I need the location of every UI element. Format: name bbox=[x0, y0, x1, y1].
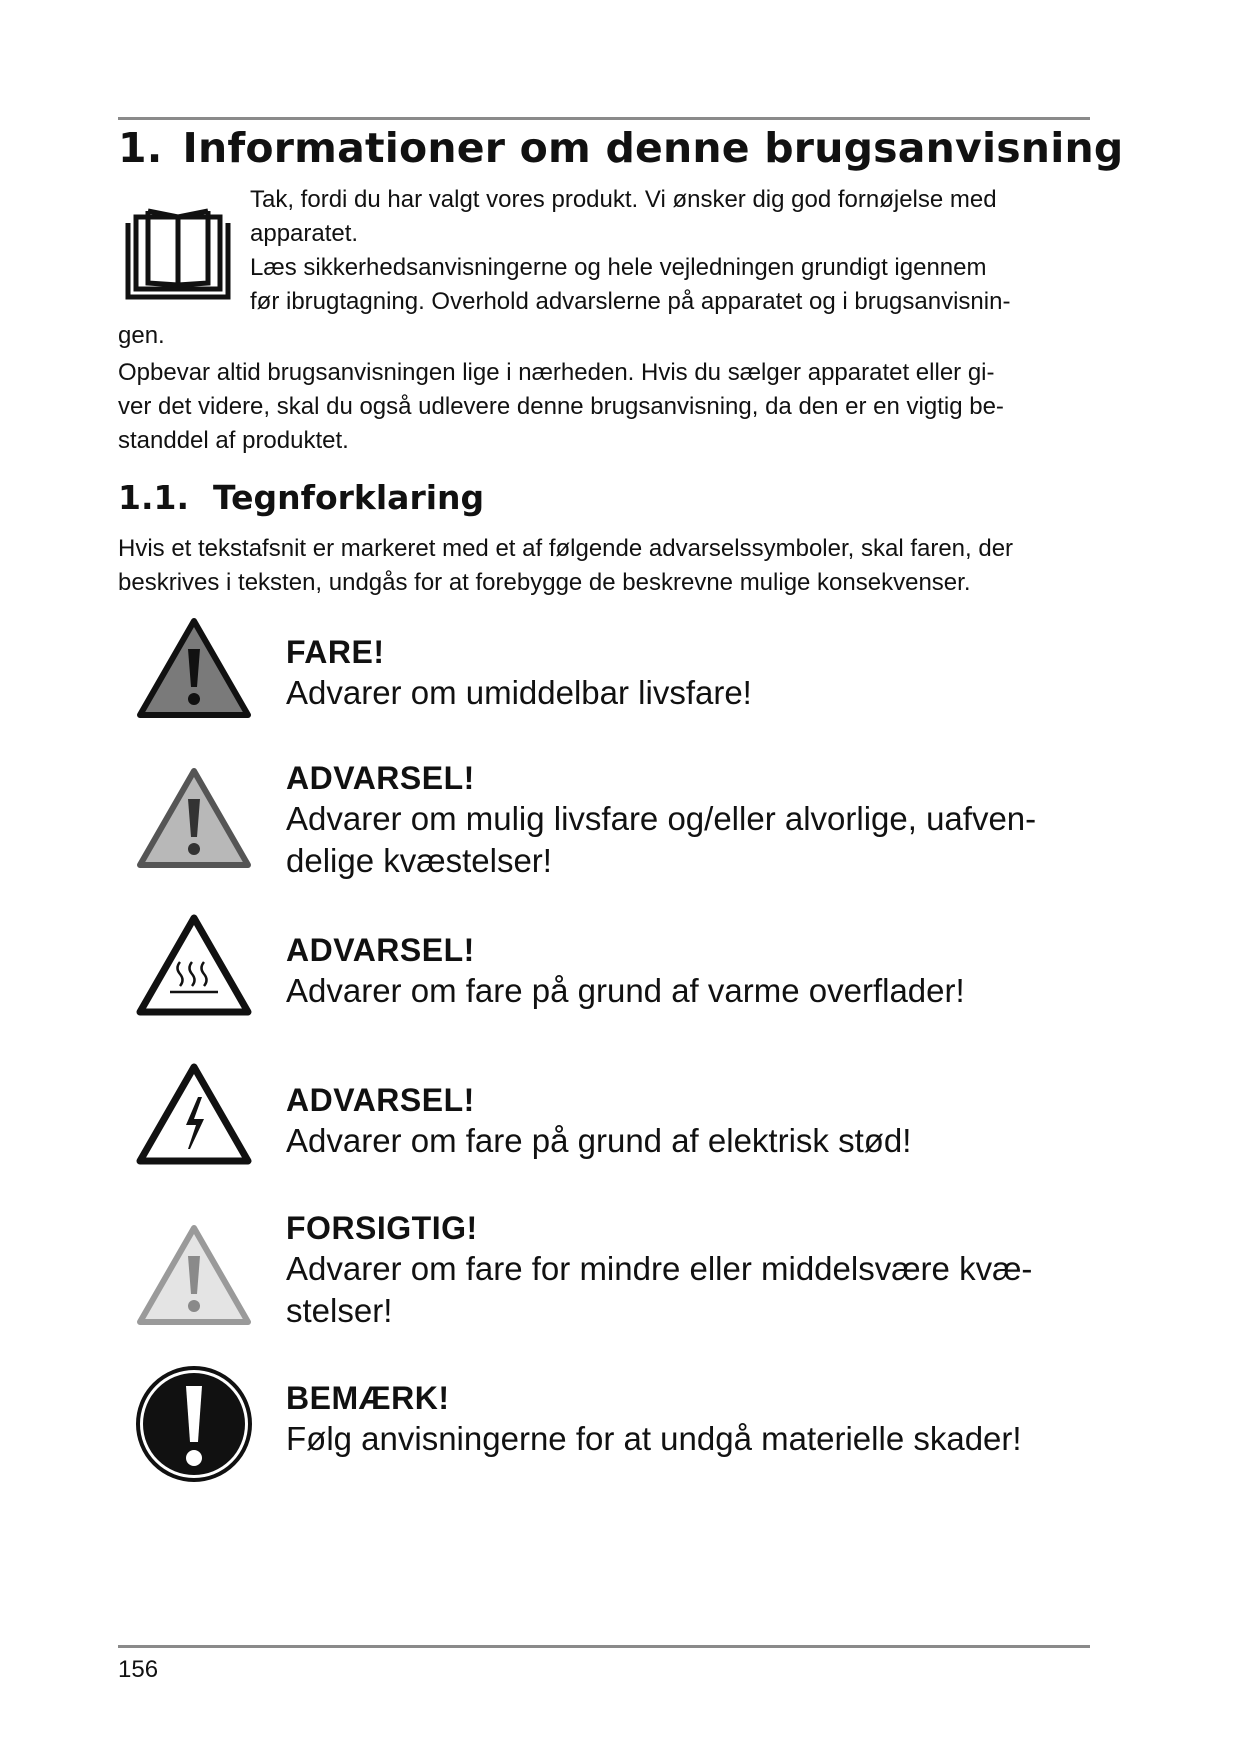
caution-triangle-icon bbox=[134, 1222, 254, 1332]
symbol-entry-notice bbox=[286, 1378, 1086, 1460]
intro-line: Læs sikkerhedsanvisningerne og hele vejledningen grundigt igennem bbox=[250, 254, 987, 281]
symbol-description: Advarer om fare på grund af elektrisk stød! bbox=[286, 1122, 912, 1159]
symbol-description: Advarer om mulig livsfare og/eller alvorlige, uafven- bbox=[286, 800, 1037, 837]
symbol-title: FARE! bbox=[286, 634, 385, 670]
danger-triangle-icon bbox=[134, 615, 254, 725]
heading-1-title: Informationer om denne brugsanvisning bbox=[182, 124, 1124, 172]
legend-intro bbox=[118, 532, 1090, 600]
symbol-title: ADVARSEL! bbox=[286, 1082, 475, 1118]
notice-circle-icon bbox=[134, 1364, 254, 1484]
symbol-title: BEMÆRK! bbox=[286, 1380, 450, 1416]
heading-1-number: 1. bbox=[118, 124, 163, 172]
symbol-entry-electric bbox=[286, 1080, 1086, 1162]
intro-line: før ibrugtagning. Overhold advarslerne på apparatet og i brugsanvisnin- bbox=[250, 288, 1011, 315]
top-rule bbox=[118, 117, 1090, 120]
paragraph-line: ver det videre, skal du også udlevere denne brugsanvisning, da den er en vigtig be- bbox=[118, 393, 1004, 420]
symbol-title: FORSIGTIG! bbox=[286, 1210, 478, 1246]
heading-1 bbox=[118, 124, 1123, 172]
bottom-rule bbox=[118, 1645, 1090, 1648]
heading-2-number: 1.1. bbox=[118, 478, 189, 517]
symbol-description: Advarer om umiddelbar livsfare! bbox=[286, 674, 752, 711]
page-number: 156 bbox=[118, 1656, 159, 1683]
paragraph-line: beskrives i teksten, undgås for at forebygge de beskrevne mulige konsekvenser. bbox=[118, 569, 971, 596]
heading-2-title: Tegnforklaring bbox=[213, 478, 485, 517]
paragraph-line: Opbevar altid brugsanvisningen lige i nærheden. Hvis du sælger apparatet eller gi- bbox=[118, 359, 995, 386]
intro-line: gen. bbox=[118, 322, 165, 349]
symbol-description: Advarer om fare for mindre eller middelsvære kvæ- bbox=[286, 1250, 1033, 1287]
symbol-entry-danger bbox=[286, 632, 1086, 714]
symbol-title: ADVARSEL! bbox=[286, 932, 475, 968]
electric-shock-icon bbox=[134, 1061, 254, 1171]
symbol-description: delige kvæstelser! bbox=[286, 842, 552, 879]
book-icon bbox=[118, 205, 238, 305]
symbol-description: Følg anvisningerne for at undgå materielle skader! bbox=[286, 1420, 1022, 1457]
heading-2 bbox=[118, 478, 484, 517]
paragraph-line: standdel af produktet. bbox=[118, 427, 349, 454]
intro-line: Tak, fordi du har valgt vores produkt. Vi ønsker dig god fornøjelse med bbox=[250, 186, 997, 213]
intro-line: apparatet. bbox=[250, 220, 359, 247]
warning-triangle-icon bbox=[134, 765, 254, 875]
intro-text bbox=[250, 183, 1090, 319]
symbol-description: stelser! bbox=[286, 1292, 393, 1329]
symbol-entry-warning bbox=[286, 758, 1086, 882]
symbol-entry-caution bbox=[286, 1208, 1086, 1332]
symbol-description: Advarer om fare på grund af varme overflader! bbox=[286, 972, 965, 1009]
symbol-title: ADVARSEL! bbox=[286, 760, 475, 796]
hot-surface-icon bbox=[134, 912, 254, 1022]
paragraph-line: Hvis et tekstafsnit er markeret med et af følgende advarselssymboler, skal faren, der bbox=[118, 535, 1014, 562]
symbol-entry-hot-surface bbox=[286, 930, 1086, 1012]
storage-paragraph bbox=[118, 356, 1090, 458]
